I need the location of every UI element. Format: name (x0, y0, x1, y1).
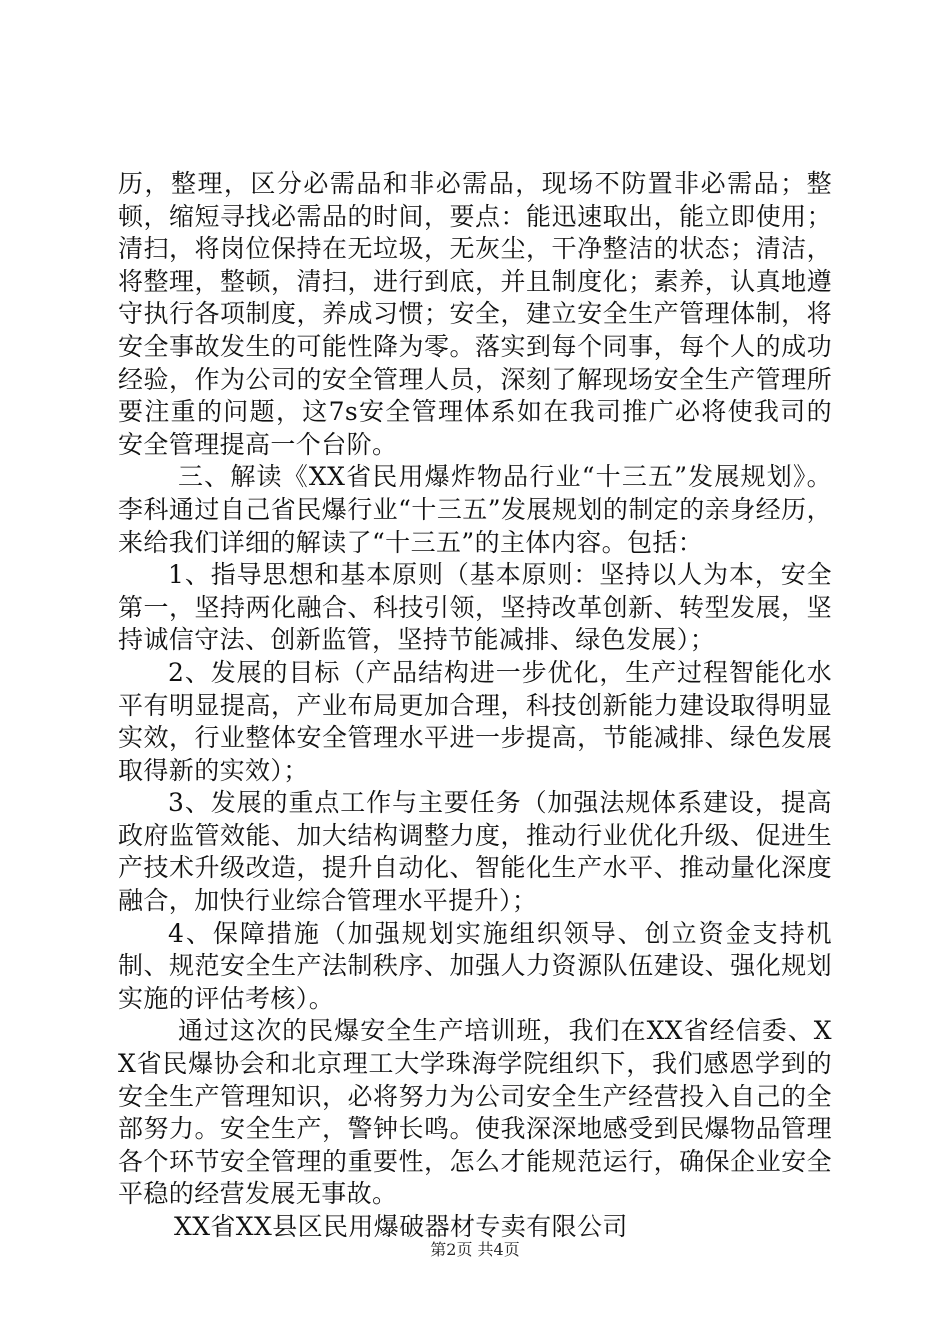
paragraph-development-goals: 2、发展的目标（产品结构进一步优化，生产过程智能化水平有明显提高，产业布局更加合理，科技创新能力建设取得明显实效，行业整体安全管理水平进一步提高，节能减排、绿色发展取得新的实效）； (118, 657, 832, 785)
paragraph-safeguard-measures: 4、保障措施（加强规划实施组织领导、创立资金支持机制、规范安全生产法制秩序、加强人力资源队伍建设、强化规划实施的评估考核）。 (118, 918, 832, 1013)
document-body (118, 168, 832, 1244)
company-signature: XX省XX县区民用爆破器材专卖有限公司 (174, 1212, 628, 1241)
paragraph-training-summary: 通过这次的民爆安全生产培训班，我们在XX省经信委、XX省民爆协会和北京理工大学珠海学院组织下，我们感恩学到的安全生产管理知识，必将努力为公司安全生产经营投入自己的全部努力。安全生产，警钟长鸣。使我深深地感受到民爆物品管理各个环节安全管理的重要性，怎么才能规范运行，确保企业安全平稳的经营发展无事故。 (118, 1016, 832, 1209)
paragraph-7s-management: 历，整理，区分必需品和非必需品，现场不防置非必需品；整顿，缩短寻找必需品的时间，要点：能迅速取出，能立即使用；清扫，将岗位保持在无垃圾，无灰尘，干净整洁的状态；清洁，将整理，整顿，清扫，进行到底，并且制度化；素养，认真地遵守执行各项制度，养成习惯；安全，建立安全生产管理体制，将安全事故发生的可能性降为零。落实到每个同事，每个人的成功经验，作为公司的安全管理人员，深刻了解现场安全生产管理所要注重的问题，这7s安全管理体系如在我司推广必将使我司的安全管理提高一个台阶。 (118, 169, 832, 459)
paragraph-plan-interpretation: 三、解读《XX省民用爆炸物品行业“十三五”发展规划》。李科通过自己省民爆行业“十三五”发展规划的制定的亲身经历，来给我们详细的解读了“十三五”的主体内容。包括： (118, 462, 832, 557)
paragraph-guiding-principles: 1、指导思想和基本原则（基本原则：坚持以人为本，安全第一，坚持两化融合、科技引领，坚持改革创新、转型发展，坚持诚信守法、创新监管，坚持节能减排、绿色发展）； (118, 560, 832, 655)
page-number-footer: 第2页 共4页 (430, 1240, 520, 1259)
paragraph-key-tasks: 3、发展的重点工作与主要任务（加强法规体系建设，提高政府监管效能、加大结构调整力度，推动行业优化升级、促进生产技术升级改造，提升自动化、智能化生产水平、推动量化深度融合，加快行业综合管理水平提升）； (118, 788, 832, 916)
